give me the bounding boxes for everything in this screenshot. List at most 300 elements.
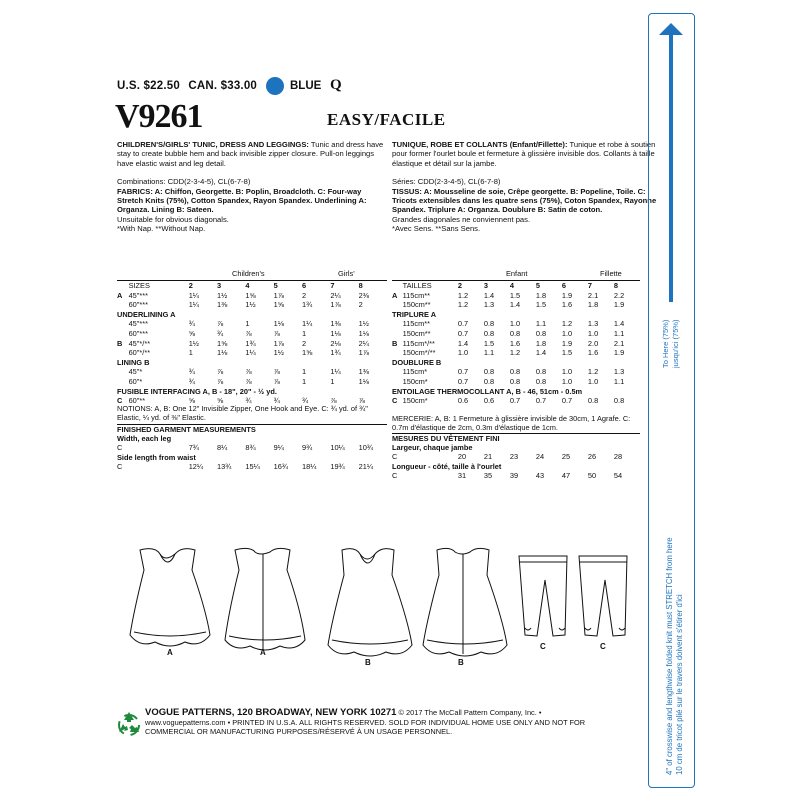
- table-row: [392, 452, 640, 462]
- pattern-number: V9261: [115, 98, 203, 135]
- english-yardage-table: [117, 280, 387, 406]
- us-price: U.S. $22.50: [117, 80, 180, 92]
- view-code: [117, 367, 129, 377]
- english-fabrics: FABRICS: A: Chiffon, Georgette. B: Poplin, Broadcloth. C: Four-way Stretch Knits (75%), Cotton Spandex, Rayon Spandex. Underlining A: Organza. Lining B: Sateen.: [117, 186, 367, 215]
- measurement-value: 9¼: [273, 443, 284, 452]
- can-price: CAN. $33.00: [188, 80, 258, 92]
- stretch-gauge-bar: [669, 34, 673, 302]
- size-cell: 3: [484, 281, 510, 291]
- table-row: [392, 387, 640, 397]
- measurement-value: 26: [587, 452, 597, 461]
- size-cell: 6: [562, 281, 588, 291]
- sizes-header-row: [117, 281, 387, 291]
- view-code: [117, 329, 129, 339]
- yardage-value: 1.0: [587, 328, 599, 338]
- price-line: [117, 80, 262, 92]
- strip-to-here-fr: jusqu'ici (75%): [671, 319, 680, 368]
- recycle-icon: [115, 710, 143, 738]
- yardage-value: 1⅜: [217, 300, 228, 310]
- spacer: [129, 462, 189, 472]
- dress-b-back-illustration: [423, 548, 507, 656]
- yardage-value: 1⅞: [273, 338, 284, 348]
- measurement-value: 21¼: [358, 462, 374, 471]
- table-row: [392, 367, 640, 377]
- english-title: CHILDREN'S/GIRLS' TUNIC, DRESS AND LEGGINGS:: [117, 140, 309, 149]
- table-row: [392, 339, 640, 349]
- view-code: [392, 329, 403, 339]
- yardage-value: 2: [302, 290, 307, 300]
- fabric-width: 115cm**: [402, 319, 430, 329]
- strip-to-here-en: To Here (75%): [661, 319, 670, 368]
- table-row: [117, 387, 387, 397]
- yardage-value: 1⅛: [330, 328, 341, 338]
- measurement-value: 25: [561, 452, 571, 461]
- yardage-value: ¾: [245, 396, 252, 406]
- measurement-value: 12¼: [188, 462, 204, 471]
- table-row: [117, 291, 387, 301]
- spacer: [403, 452, 458, 462]
- view-label-b1: B: [365, 658, 371, 667]
- yardage-value: 0.7: [561, 396, 573, 406]
- yardage-value: ¾: [273, 396, 280, 406]
- yardage-value: 2: [302, 338, 307, 348]
- fabric-width: 150cm*: [402, 376, 428, 386]
- view-code: B: [117, 338, 123, 348]
- table-row: [392, 310, 640, 320]
- yardage-value: ¾: [188, 367, 195, 377]
- section-heading: LINING B: [117, 357, 150, 367]
- fabric-width: 60"*/**: [128, 348, 151, 358]
- yardage-value: 1¼: [245, 348, 256, 358]
- table-row: [117, 358, 387, 368]
- yardage-value: ¾: [188, 319, 195, 329]
- yardage-value: 1.9: [561, 338, 573, 348]
- measurement-value: 23: [509, 452, 519, 461]
- section-heading: UNDERLINING A: [117, 309, 176, 319]
- table-row: [117, 319, 387, 329]
- yardage-value: 1.5: [535, 300, 547, 310]
- view-code: [392, 367, 403, 377]
- english-notions: NOTIONS: A, B: One 12" Invisible Zipper, One Hook and Eye. C: ¾ yd. of ¾" Elastic, ¼ yd. of ⅜" Elastic.: [117, 404, 368, 423]
- table-row: [392, 300, 640, 310]
- yardage-value: 1¼: [330, 367, 341, 377]
- spacer: [129, 443, 189, 453]
- measurement-value: 8¼: [217, 443, 228, 452]
- yardage-value: 1.8: [587, 300, 599, 310]
- french-side-label: Longueur - côté, taille à l'ourlet: [392, 462, 502, 471]
- measurement-value: 39: [509, 471, 519, 480]
- measurement-value: 7¾: [188, 443, 199, 452]
- yardage-value: 1.8: [535, 290, 547, 300]
- measurement-value: 28: [613, 452, 623, 461]
- yardage-value: 1½: [358, 319, 369, 329]
- group-enfant: Enfant: [506, 269, 528, 278]
- footer: VOGUE PATTERNS, 120 BROADWAY, NEW YORK 10271 © 2017 The McCall Pattern Company, Inc. • www.voguepatterns.com • PRINTED IN U.S.A. ALL RIGHTS RESERVED. SOLD FOR INDIVIDUAL HOME USE ONLY AND NOT FOR COMMERCIAL OR MANUFACTURING PURPOSES/RÉSERVÉ À UN USAGE PERSONNEL.: [145, 708, 615, 737]
- yardage-value: ⅞: [245, 367, 252, 377]
- yardage-value: 1.1: [613, 376, 625, 386]
- french-width-row: [392, 452, 640, 462]
- yardage-value: 1.3: [613, 367, 625, 377]
- measurement-value: 10¾: [358, 443, 374, 452]
- size-cell: 5: [274, 281, 302, 291]
- yardage-value: 0.6: [483, 396, 495, 406]
- yardage-value: 0.8: [483, 328, 495, 338]
- yardage-value: 1.9: [613, 300, 625, 310]
- yardage-value: ⅞: [217, 367, 224, 377]
- yardage-value: 1.0: [587, 376, 599, 386]
- size-cell: 3: [217, 281, 245, 291]
- spacer: [403, 471, 458, 481]
- view-code: A: [392, 290, 398, 300]
- yardage-value: 0.8: [509, 328, 521, 338]
- table-row: [117, 348, 387, 358]
- footer-address: VOGUE PATTERNS, 120 BROADWAY, NEW YORK 10271: [145, 707, 397, 718]
- sizes-label: SIZES: [129, 281, 189, 291]
- english-nap: *With Nap. **Without Nap.: [117, 224, 206, 234]
- yardage-value: 1.1: [535, 319, 547, 329]
- size-cell: 8: [614, 281, 640, 291]
- yardage-value: 1.2: [509, 348, 521, 358]
- table-row: [392, 329, 640, 339]
- table-row: [117, 462, 387, 472]
- yardage-value: 2.2: [613, 290, 625, 300]
- table-row: [117, 310, 387, 320]
- yardage-value: 0.6: [457, 396, 469, 406]
- strip-instruction-fr: 10 cm de tricot plié sur le travers doivent s'étirer d'ici: [675, 594, 684, 775]
- yardage-value: 1.2: [587, 367, 599, 377]
- table-row: [392, 377, 640, 387]
- french-unsuitable: Grandes diagonales ne conviennent pas.: [392, 214, 531, 224]
- yardage-value: 1⅜: [330, 319, 341, 329]
- yardage-value: 1⅝: [217, 338, 228, 348]
- yardage-value: 1: [302, 376, 307, 386]
- yardage-value: 1: [245, 319, 250, 329]
- yardage-value: 1¾: [302, 300, 313, 310]
- english-unsuitable: Unsuitable for obvious diagonals.: [117, 214, 229, 224]
- size-cell: 4: [245, 281, 273, 291]
- yardage-value: 0.8: [587, 396, 599, 406]
- yardage-value: 0.7: [457, 319, 469, 329]
- french-fabrics: TISSUS: A: Mousseline de soie, Crêpe georgette. B: Popeline, Toile. C: Tricots extensibles dans les quatre sens (75%), Coton Spandex, Rayonne Spandex. Triplure A: Organza. Doublure B: Satin de coton.: [392, 186, 657, 215]
- yardage-value: 1½: [217, 290, 228, 300]
- yardage-value: 1⅝: [245, 290, 256, 300]
- yardage-value: 0.8: [535, 376, 547, 386]
- yardage-value: 1.2: [457, 290, 469, 300]
- yardage-value: 1.4: [535, 348, 547, 358]
- yardage-value: 1.1: [483, 348, 495, 358]
- footer-copyright: © 2017 The McCall Pattern Company, Inc.: [398, 708, 537, 717]
- yardage-value: ⅞: [358, 396, 365, 406]
- english-side-label: Side length from waist: [117, 453, 196, 462]
- view-label-c2: C: [600, 642, 606, 651]
- yardage-value: 0.8: [535, 328, 547, 338]
- size-cell: 2: [189, 281, 217, 291]
- fabric-width: 115cm*: [402, 367, 428, 377]
- measurement-value: 47: [561, 471, 571, 480]
- view-code: C: [392, 452, 398, 461]
- measurement-value: 15¼: [245, 462, 260, 471]
- fabric-width: 45"***: [128, 290, 149, 300]
- fabric-width: 150cm*: [402, 396, 428, 406]
- yardage-value: 0.8: [535, 367, 547, 377]
- yardage-value: 1.6: [561, 300, 573, 310]
- yardage-value: 2¼: [330, 290, 341, 300]
- french-desc-text: Tunique et robe à soutien pour former l'ourlet boule et fermeture à glissière invisible dos. Collants à taille élastique et détail sur la jambe.: [392, 140, 656, 168]
- yardage-value: 1½: [188, 338, 199, 348]
- yardage-value: 0.7: [457, 376, 469, 386]
- table-row: [392, 348, 640, 358]
- french-side-row: [392, 471, 640, 481]
- yardage-value: 0.7: [509, 396, 521, 406]
- yardage-value: 0.8: [483, 367, 495, 377]
- view-code: [392, 377, 403, 387]
- english-width-label: Width, each leg: [117, 434, 172, 443]
- view-code: C: [117, 443, 123, 452]
- yardage-value: 1¼: [188, 300, 199, 310]
- yardage-value: 1⅞: [330, 300, 341, 310]
- yardage-value: 1.0: [561, 328, 573, 338]
- yardage-value: 1.0: [509, 319, 521, 329]
- tunic-a-front-illustration: [130, 549, 210, 646]
- yardage-value: 1: [188, 348, 193, 358]
- view-code: C: [117, 396, 123, 406]
- yardage-value: 1.4: [509, 300, 521, 310]
- table-row: [117, 329, 387, 339]
- french-nap: *Avec Sens. **Sans Sens.: [392, 224, 481, 234]
- size-cell: 7: [588, 281, 614, 291]
- measurement-value: 9¾: [302, 443, 313, 452]
- view-code: C: [117, 462, 123, 471]
- table-row: [392, 319, 640, 329]
- table-row: [117, 443, 387, 453]
- section-heading: FUSIBLE INTERFACING A, B - 18", 20" - ½ yd.: [117, 386, 277, 396]
- view-code: A: [117, 290, 123, 300]
- yardage-value: ⅞: [245, 376, 252, 386]
- measurement-value: 21: [483, 452, 493, 461]
- measurement-value: 20: [457, 452, 467, 461]
- yardage-value: 1.5: [509, 290, 521, 300]
- french-notions: MERCERIE: A, B: 1 Fermeture à glissière invisible de 30cm, 1 Agrafe. C: 0.7m d'élastique de 2cm, 0.3m d'élastique de 1cm.: [392, 414, 631, 433]
- yardage-value: ⅞: [273, 376, 280, 386]
- yardage-value: 1.0: [561, 367, 573, 377]
- yardage-value: 1.8: [535, 338, 547, 348]
- yardage-value: 1.0: [457, 348, 469, 358]
- leggings-c-back-illustration: [579, 556, 627, 636]
- fabric-width: 150cm**: [402, 300, 431, 310]
- table-row: [117, 377, 387, 387]
- view-code: B: [392, 338, 398, 348]
- french-width-label: Largeur, chaque jambe: [392, 443, 473, 452]
- view-code: [392, 348, 403, 358]
- view-code: [392, 319, 403, 329]
- english-width-row: [117, 443, 387, 453]
- yardage-value: 1⅛: [273, 319, 284, 329]
- yardage-value: 1.6: [509, 338, 521, 348]
- color-name: BLUE: [290, 80, 322, 92]
- measurement-value: 18¼: [302, 462, 317, 471]
- measurement-value: 50: [587, 471, 597, 480]
- yardage-value: 1⅞: [273, 290, 284, 300]
- yardage-value: 0.8: [483, 319, 495, 329]
- yardage-value: 1¼: [302, 319, 313, 329]
- code-cell: [392, 281, 403, 291]
- fabric-width: 60"*: [128, 376, 143, 386]
- english-desc-text: Tunic and dress have stay to create bubble hem and back invisible zipper closure. Pull-on leggings have elastic waist and leg detail.: [117, 140, 384, 168]
- view-code: [117, 300, 129, 310]
- yardage-value: ⅞: [245, 328, 252, 338]
- french-title: TUNIQUE, ROBE ET COLLANTS (Enfant/Fillette):: [392, 140, 568, 149]
- yardage-value: 1: [302, 328, 307, 338]
- measurement-value: 54: [613, 471, 623, 480]
- yardage-value: ⅞: [273, 328, 280, 338]
- yardage-value: ¾: [188, 376, 195, 386]
- english-side-row: [117, 462, 387, 472]
- yardage-value: 0.8: [509, 367, 521, 377]
- yardage-value: 2.1: [587, 290, 599, 300]
- yardage-value: ⅝: [188, 328, 195, 338]
- measurement-value: 24: [535, 452, 545, 461]
- yardage-value: 1.2: [457, 300, 469, 310]
- fabric-width: 45"*/**: [128, 338, 151, 348]
- section-heading: TRIPLURE A: [392, 309, 437, 319]
- size-cell: 2: [458, 281, 484, 291]
- table-row: [117, 339, 387, 349]
- yardage-value: ⅞: [217, 376, 224, 386]
- yardage-value: 1⅜: [358, 367, 369, 377]
- tunic-a-back-illustration: [225, 548, 305, 650]
- yardage-value: 1.3: [483, 300, 495, 310]
- yardage-value: 2⅜: [358, 290, 369, 300]
- view-code: C: [392, 396, 398, 406]
- code-cell: [117, 281, 129, 291]
- fabric-width: 115cm**: [402, 290, 430, 300]
- yardage-value: 1.4: [613, 319, 625, 329]
- yardage-value: 1¾: [330, 348, 341, 358]
- table-row: [117, 300, 387, 310]
- size-cell: 6: [302, 281, 330, 291]
- garment-illustrations: [120, 540, 640, 675]
- color-dot-icon: [266, 77, 284, 95]
- yardage-value: 1.2: [561, 319, 573, 329]
- group-girls: Girls': [338, 269, 355, 278]
- fabric-width: 45"*: [128, 367, 143, 377]
- fabric-width: 150cm**: [402, 328, 431, 338]
- yardage-value: 0.8: [483, 376, 495, 386]
- english-combinations: Combinations: CDD(2-3-4-5), CL(6-7-8): [117, 177, 251, 187]
- yardage-value: ⅞: [330, 396, 337, 406]
- easy-label: EASY/FACILE: [327, 110, 446, 129]
- yardage-value: 0.7: [457, 367, 469, 377]
- footer-line2: www.voguepatterns.com • PRINTED IN U.S.A. ALL RIGHTS RESERVED. SOLD FOR INDIVIDUAL HOME USE ONLY AND NOT FOR: [145, 717, 586, 727]
- yardage-value: 1½: [273, 348, 284, 358]
- fabric-width: 60"***: [128, 300, 149, 310]
- fabric-width: 60"***: [128, 328, 149, 338]
- measurement-value: 8¾: [245, 443, 256, 452]
- group-childrens: Children's: [232, 269, 265, 278]
- yardage-value: 1.4: [457, 338, 469, 348]
- yardage-value: ⅞: [217, 319, 224, 329]
- yardage-value: 1.0: [561, 376, 573, 386]
- size-cell: 5: [536, 281, 562, 291]
- yardage-value: ⅝: [217, 396, 224, 406]
- yardage-value: 1.6: [587, 348, 599, 358]
- view-code: [392, 300, 403, 310]
- table-row: [392, 396, 640, 406]
- yardage-value: 1⅛: [358, 376, 369, 386]
- view-label-a1: A: [167, 648, 173, 657]
- measurement-value: 19¾: [330, 462, 345, 471]
- yardage-value: 2¼: [358, 338, 369, 348]
- fabric-width: 150cm*/**: [402, 348, 436, 358]
- yardage-value: ⅝: [188, 396, 195, 406]
- section-heading: ENTOILAGE THERMOCOLLANT A, B - 46, 51cm - 0.5m: [392, 386, 583, 396]
- measurement-value: 43: [535, 471, 545, 480]
- leggings-c-front-illustration: [519, 556, 567, 636]
- size-letter: Q: [330, 77, 342, 93]
- yardage-value: ¾: [217, 328, 224, 338]
- yardage-value: 1⅛: [358, 328, 369, 338]
- yardage-value: 0.8: [613, 396, 625, 406]
- section-heading: DOUBLURE B: [392, 357, 442, 367]
- sizes-label: TAILLES: [403, 281, 458, 291]
- yardage-value: 2.1: [613, 338, 625, 348]
- yardage-value: 1¾: [245, 338, 256, 348]
- yardage-value: 1.5: [561, 348, 573, 358]
- french-finished-title: MESURES DU VÊTEMENT FINI: [392, 433, 640, 443]
- size-cell: 4: [510, 281, 536, 291]
- yardage-value: 2: [358, 300, 363, 310]
- measurement-value: 16¾: [273, 462, 289, 471]
- yardage-value: 1.9: [561, 290, 573, 300]
- table-row: [392, 358, 640, 368]
- fabric-width: 115cm*/**: [402, 338, 435, 348]
- table-row: [392, 291, 640, 301]
- yardage-value: 1¼: [188, 290, 199, 300]
- view-label-c1: C: [540, 642, 546, 651]
- french-description: [392, 140, 662, 234]
- view-label-b2: B: [458, 658, 464, 667]
- yardage-value: 1⅝: [273, 300, 284, 310]
- view-code: [117, 348, 129, 358]
- yardage-value: 0.8: [509, 376, 521, 386]
- yardage-value: 1⅞: [358, 348, 369, 358]
- yardage-value: 2.0: [587, 338, 599, 348]
- yardage-value: 1.4: [483, 290, 495, 300]
- strip-instruction-en: 4" of crosswise and lengthwise folded knit must STRETCH from here: [665, 537, 674, 775]
- yardage-value: 1.5: [483, 338, 495, 348]
- yardage-value: 1.9: [613, 348, 625, 358]
- measurement-value: 10¼: [330, 443, 345, 452]
- yardage-value: 1.3: [587, 319, 599, 329]
- yardage-value: ¾: [302, 396, 309, 406]
- measurement-value: 31: [457, 471, 467, 480]
- french-yardage-table: [392, 280, 640, 406]
- measurement-value: 35: [483, 471, 493, 480]
- fabric-width: 60"**: [128, 396, 146, 406]
- yardage-value: 1⅛: [217, 348, 228, 358]
- english-finished-title: FINISHED GARMENT MEASUREMENTS: [117, 424, 387, 434]
- yardage-value: 0.7: [457, 328, 469, 338]
- yardage-value: 0.7: [535, 396, 547, 406]
- size-cell: 7: [330, 281, 358, 291]
- yardage-value: 2⅛: [330, 338, 341, 348]
- french-combinations: Séries: CDD(2-3-4-5), CL(6-7-8): [392, 177, 501, 187]
- sizes-header-row: [392, 281, 640, 291]
- view-code: C: [392, 471, 398, 480]
- yardage-value: ⅞: [273, 367, 280, 377]
- yardage-value: 1.1: [613, 328, 625, 338]
- dress-b-front-illustration: [328, 549, 412, 656]
